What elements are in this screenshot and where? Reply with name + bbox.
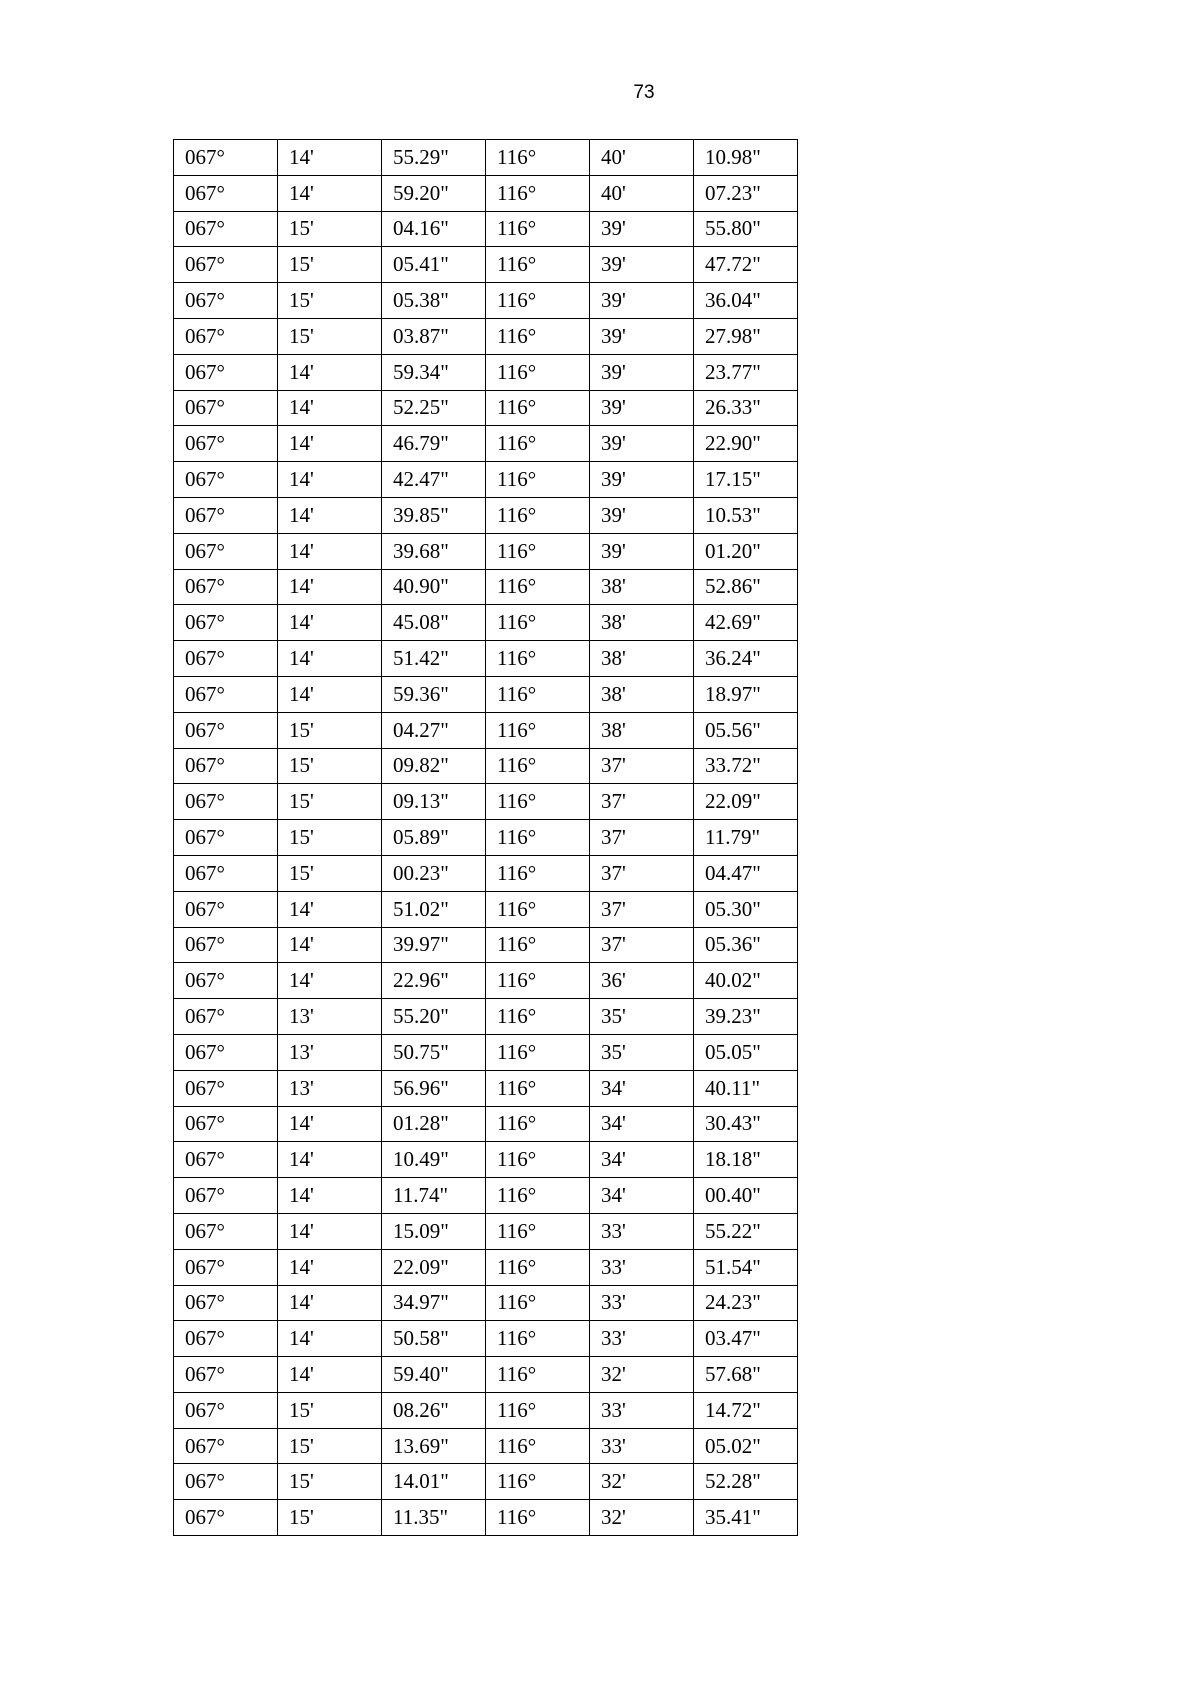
table-row [174, 820, 798, 856]
table-row [174, 1106, 798, 1142]
lon-minutes-cell: 39' [590, 497, 694, 533]
lat-seconds-cell: 09.13" [382, 784, 486, 820]
lat-seconds-cell: 59.20" [382, 175, 486, 211]
lat-degrees-cell: 067° [174, 1500, 278, 1536]
lon-seconds-cell: 30.43" [694, 1106, 798, 1142]
lon-seconds-cell: 36.24" [694, 641, 798, 677]
table-row [174, 211, 798, 247]
lon-minutes-cell: 34' [590, 1070, 694, 1106]
lon-seconds-cell: 05.30" [694, 891, 798, 927]
lat-minutes-cell: 14' [278, 891, 382, 927]
lon-degrees-cell: 116° [486, 1070, 590, 1106]
lon-minutes-cell: 32' [590, 1357, 694, 1393]
lat-minutes-cell: 14' [278, 390, 382, 426]
lat-minutes-cell: 14' [278, 1142, 382, 1178]
lon-minutes-cell: 37' [590, 891, 694, 927]
lat-seconds-cell: 56.96" [382, 1070, 486, 1106]
lat-seconds-cell: 05.41" [382, 247, 486, 283]
lon-degrees-cell: 116° [486, 641, 590, 677]
lat-seconds-cell: 39.97" [382, 927, 486, 963]
lon-minutes-cell: 32' [590, 1500, 694, 1536]
lat-minutes-cell: 15' [278, 1392, 382, 1428]
table-row [174, 354, 798, 390]
lat-seconds-cell: 50.75" [382, 1034, 486, 1070]
lat-seconds-cell: 52.25" [382, 390, 486, 426]
lon-degrees-cell: 116° [486, 175, 590, 211]
lat-degrees-cell: 067° [174, 748, 278, 784]
lon-minutes-cell: 38' [590, 676, 694, 712]
lat-seconds-cell: 59.34" [382, 354, 486, 390]
lon-minutes-cell: 37' [590, 855, 694, 891]
lat-minutes-cell: 15' [278, 318, 382, 354]
lat-seconds-cell: 04.16" [382, 211, 486, 247]
lon-seconds-cell: 23.77" [694, 354, 798, 390]
lat-minutes-cell: 13' [278, 1070, 382, 1106]
lat-seconds-cell: 03.87" [382, 318, 486, 354]
lon-minutes-cell: 38' [590, 641, 694, 677]
lon-seconds-cell: 01.20" [694, 533, 798, 569]
table-row [174, 641, 798, 677]
lon-seconds-cell: 52.28" [694, 1464, 798, 1500]
lat-degrees-cell: 067° [174, 820, 278, 856]
lat-degrees-cell: 067° [174, 1213, 278, 1249]
lon-minutes-cell: 33' [590, 1392, 694, 1428]
table-row [174, 927, 798, 963]
lon-degrees-cell: 116° [486, 318, 590, 354]
table-row [174, 1321, 798, 1357]
lat-degrees-cell: 067° [174, 1285, 278, 1321]
lon-degrees-cell: 116° [486, 569, 590, 605]
lat-degrees-cell: 067° [174, 426, 278, 462]
lon-degrees-cell: 116° [486, 1106, 590, 1142]
lon-minutes-cell: 37' [590, 784, 694, 820]
lat-degrees-cell: 067° [174, 1392, 278, 1428]
table-row [174, 426, 798, 462]
lon-minutes-cell: 38' [590, 712, 694, 748]
lat-minutes-cell: 13' [278, 1034, 382, 1070]
table-row [174, 855, 798, 891]
lon-degrees-cell: 116° [486, 1392, 590, 1428]
lat-degrees-cell: 067° [174, 963, 278, 999]
table-row [174, 140, 798, 176]
lat-degrees-cell: 067° [174, 283, 278, 319]
lon-minutes-cell: 38' [590, 605, 694, 641]
lon-degrees-cell: 116° [486, 1178, 590, 1214]
table-row [174, 963, 798, 999]
lon-seconds-cell: 14.72" [694, 1392, 798, 1428]
lat-minutes-cell: 15' [278, 855, 382, 891]
lon-minutes-cell: 39' [590, 283, 694, 319]
lon-seconds-cell: 39.23" [694, 999, 798, 1035]
table-row [174, 1178, 798, 1214]
lon-seconds-cell: 40.11" [694, 1070, 798, 1106]
lon-seconds-cell: 07.23" [694, 175, 798, 211]
lon-minutes-cell: 34' [590, 1106, 694, 1142]
lon-minutes-cell: 33' [590, 1428, 694, 1464]
lon-seconds-cell: 55.22" [694, 1213, 798, 1249]
table-row [174, 1034, 798, 1070]
lon-minutes-cell: 32' [590, 1464, 694, 1500]
lon-degrees-cell: 116° [486, 748, 590, 784]
lat-seconds-cell: 50.58" [382, 1321, 486, 1357]
lat-seconds-cell: 59.36" [382, 676, 486, 712]
lat-minutes-cell: 15' [278, 712, 382, 748]
lon-seconds-cell: 51.54" [694, 1249, 798, 1285]
lat-degrees-cell: 067° [174, 1249, 278, 1285]
lat-seconds-cell: 59.40" [382, 1357, 486, 1393]
lat-seconds-cell: 55.29" [382, 140, 486, 176]
lon-degrees-cell: 116° [486, 891, 590, 927]
lat-degrees-cell: 067° [174, 175, 278, 211]
lon-degrees-cell: 116° [486, 676, 590, 712]
table-row [174, 676, 798, 712]
lat-minutes-cell: 14' [278, 497, 382, 533]
lon-minutes-cell: 33' [590, 1213, 694, 1249]
table-row [174, 605, 798, 641]
lat-degrees-cell: 067° [174, 1106, 278, 1142]
lon-minutes-cell: 39' [590, 318, 694, 354]
lon-degrees-cell: 116° [486, 1357, 590, 1393]
lat-seconds-cell: 15.09" [382, 1213, 486, 1249]
lon-seconds-cell: 18.18" [694, 1142, 798, 1178]
lat-minutes-cell: 14' [278, 1178, 382, 1214]
lat-degrees-cell: 067° [174, 390, 278, 426]
lat-minutes-cell: 14' [278, 676, 382, 712]
lat-degrees-cell: 067° [174, 999, 278, 1035]
lon-seconds-cell: 03.47" [694, 1321, 798, 1357]
lat-seconds-cell: 39.68" [382, 533, 486, 569]
lat-minutes-cell: 14' [278, 1106, 382, 1142]
lon-degrees-cell: 116° [486, 999, 590, 1035]
lon-degrees-cell: 116° [486, 712, 590, 748]
lon-seconds-cell: 24.23" [694, 1285, 798, 1321]
lon-degrees-cell: 116° [486, 462, 590, 498]
lat-seconds-cell: 05.38" [382, 283, 486, 319]
lat-degrees-cell: 067° [174, 891, 278, 927]
table-row [174, 1357, 798, 1393]
lat-degrees-cell: 067° [174, 318, 278, 354]
lon-seconds-cell: 17.15" [694, 462, 798, 498]
table-row [174, 390, 798, 426]
lat-seconds-cell: 22.09" [382, 1249, 486, 1285]
lon-minutes-cell: 39' [590, 390, 694, 426]
lat-seconds-cell: 05.89" [382, 820, 486, 856]
lat-seconds-cell: 51.02" [382, 891, 486, 927]
lon-minutes-cell: 33' [590, 1249, 694, 1285]
lon-degrees-cell: 116° [486, 963, 590, 999]
lat-seconds-cell: 13.69" [382, 1428, 486, 1464]
lon-degrees-cell: 116° [486, 855, 590, 891]
lon-minutes-cell: 35' [590, 999, 694, 1035]
lat-degrees-cell: 067° [174, 1464, 278, 1500]
table-row [174, 1249, 798, 1285]
lon-seconds-cell: 55.80" [694, 211, 798, 247]
lon-seconds-cell: 57.68" [694, 1357, 798, 1393]
lon-degrees-cell: 116° [486, 283, 590, 319]
lon-minutes-cell: 40' [590, 175, 694, 211]
table-row [174, 318, 798, 354]
table-row [174, 1285, 798, 1321]
lat-seconds-cell: 55.20" [382, 999, 486, 1035]
lon-minutes-cell: 33' [590, 1321, 694, 1357]
lon-minutes-cell: 33' [590, 1285, 694, 1321]
lat-degrees-cell: 067° [174, 1034, 278, 1070]
lat-minutes-cell: 15' [278, 1500, 382, 1536]
lat-degrees-cell: 067° [174, 533, 278, 569]
table-row [174, 748, 798, 784]
lat-minutes-cell: 14' [278, 175, 382, 211]
lon-degrees-cell: 116° [486, 1142, 590, 1178]
lat-seconds-cell: 34.97" [382, 1285, 486, 1321]
lon-seconds-cell: 05.02" [694, 1428, 798, 1464]
lat-degrees-cell: 067° [174, 1321, 278, 1357]
lon-seconds-cell: 33.72" [694, 748, 798, 784]
lat-degrees-cell: 067° [174, 1428, 278, 1464]
lon-seconds-cell: 18.97" [694, 676, 798, 712]
lat-minutes-cell: 14' [278, 605, 382, 641]
lat-seconds-cell: 00.23" [382, 855, 486, 891]
lon-seconds-cell: 04.47" [694, 855, 798, 891]
lat-minutes-cell: 14' [278, 569, 382, 605]
lat-degrees-cell: 067° [174, 1070, 278, 1106]
lon-minutes-cell: 39' [590, 426, 694, 462]
lat-degrees-cell: 067° [174, 211, 278, 247]
lon-degrees-cell: 116° [486, 820, 590, 856]
page-number: 73 [633, 82, 655, 103]
lat-seconds-cell: 04.27" [382, 712, 486, 748]
lon-degrees-cell: 116° [486, 784, 590, 820]
lon-minutes-cell: 34' [590, 1178, 694, 1214]
lat-minutes-cell: 13' [278, 999, 382, 1035]
lat-degrees-cell: 067° [174, 354, 278, 390]
lon-minutes-cell: 39' [590, 533, 694, 569]
lon-seconds-cell: 26.33" [694, 390, 798, 426]
table-row [174, 712, 798, 748]
lat-degrees-cell: 067° [174, 855, 278, 891]
lon-degrees-cell: 116° [486, 533, 590, 569]
lon-degrees-cell: 116° [486, 1428, 590, 1464]
lon-minutes-cell: 39' [590, 462, 694, 498]
lon-degrees-cell: 116° [486, 1285, 590, 1321]
lat-degrees-cell: 067° [174, 676, 278, 712]
table-row [174, 1213, 798, 1249]
lat-minutes-cell: 15' [278, 1464, 382, 1500]
table-row [174, 1142, 798, 1178]
lat-degrees-cell: 067° [174, 247, 278, 283]
lat-minutes-cell: 14' [278, 426, 382, 462]
table-row [174, 891, 798, 927]
lat-minutes-cell: 15' [278, 784, 382, 820]
table-row [174, 1392, 798, 1428]
table-row [174, 1070, 798, 1106]
lat-seconds-cell: 46.79" [382, 426, 486, 462]
lat-degrees-cell: 067° [174, 140, 278, 176]
table-row [174, 283, 798, 319]
lon-minutes-cell: 36' [590, 963, 694, 999]
lon-degrees-cell: 116° [486, 1249, 590, 1285]
lat-seconds-cell: 10.49" [382, 1142, 486, 1178]
lon-seconds-cell: 22.90" [694, 426, 798, 462]
lat-seconds-cell: 45.08" [382, 605, 486, 641]
table-row [174, 497, 798, 533]
table-row [174, 784, 798, 820]
lon-degrees-cell: 116° [486, 211, 590, 247]
lon-seconds-cell: 27.98" [694, 318, 798, 354]
lat-minutes-cell: 15' [278, 1428, 382, 1464]
lat-degrees-cell: 067° [174, 784, 278, 820]
lat-minutes-cell: 14' [278, 963, 382, 999]
lat-degrees-cell: 067° [174, 497, 278, 533]
lat-seconds-cell: 01.28" [382, 1106, 486, 1142]
lat-seconds-cell: 11.74" [382, 1178, 486, 1214]
coordinates-table [173, 139, 798, 1536]
lat-degrees-cell: 067° [174, 462, 278, 498]
lat-minutes-cell: 14' [278, 354, 382, 390]
lon-minutes-cell: 37' [590, 820, 694, 856]
lat-seconds-cell: 08.26" [382, 1392, 486, 1428]
table-row [174, 175, 798, 211]
lon-degrees-cell: 116° [486, 1500, 590, 1536]
lat-seconds-cell: 22.96" [382, 963, 486, 999]
lat-degrees-cell: 067° [174, 569, 278, 605]
lat-minutes-cell: 15' [278, 247, 382, 283]
lon-degrees-cell: 116° [486, 390, 590, 426]
lon-minutes-cell: 39' [590, 247, 694, 283]
lon-seconds-cell: 00.40" [694, 1178, 798, 1214]
lat-seconds-cell: 39.85" [382, 497, 486, 533]
lat-minutes-cell: 14' [278, 641, 382, 677]
lon-seconds-cell: 22.09" [694, 784, 798, 820]
lon-minutes-cell: 37' [590, 748, 694, 784]
lat-seconds-cell: 11.35" [382, 1500, 486, 1536]
lat-seconds-cell: 42.47" [382, 462, 486, 498]
lat-minutes-cell: 15' [278, 211, 382, 247]
lat-minutes-cell: 14' [278, 1249, 382, 1285]
lat-minutes-cell: 14' [278, 533, 382, 569]
lon-degrees-cell: 116° [486, 1034, 590, 1070]
lon-degrees-cell: 116° [486, 927, 590, 963]
table-row [174, 1464, 798, 1500]
lon-degrees-cell: 116° [486, 605, 590, 641]
table-row [174, 999, 798, 1035]
lon-seconds-cell: 05.36" [694, 927, 798, 963]
lat-minutes-cell: 14' [278, 462, 382, 498]
lon-seconds-cell: 40.02" [694, 963, 798, 999]
lon-seconds-cell: 05.05" [694, 1034, 798, 1070]
lat-degrees-cell: 067° [174, 1357, 278, 1393]
lat-degrees-cell: 067° [174, 641, 278, 677]
lon-seconds-cell: 42.69" [694, 605, 798, 641]
lon-degrees-cell: 116° [486, 1321, 590, 1357]
lat-minutes-cell: 14' [278, 1285, 382, 1321]
lat-minutes-cell: 15' [278, 820, 382, 856]
lat-minutes-cell: 14' [278, 140, 382, 176]
lat-minutes-cell: 14' [278, 1213, 382, 1249]
table-row [174, 569, 798, 605]
table-row [174, 533, 798, 569]
lon-seconds-cell: 47.72" [694, 247, 798, 283]
lat-seconds-cell: 40.90" [382, 569, 486, 605]
table-row [174, 1500, 798, 1536]
lon-degrees-cell: 116° [486, 426, 590, 462]
lon-seconds-cell: 10.98" [694, 140, 798, 176]
lon-seconds-cell: 52.86" [694, 569, 798, 605]
coordinates-table-body [174, 140, 798, 1536]
lon-seconds-cell: 11.79" [694, 820, 798, 856]
lat-minutes-cell: 14' [278, 1357, 382, 1393]
lon-seconds-cell: 10.53" [694, 497, 798, 533]
lat-minutes-cell: 15' [278, 283, 382, 319]
table-row [174, 462, 798, 498]
lat-seconds-cell: 51.42" [382, 641, 486, 677]
lon-degrees-cell: 116° [486, 140, 590, 176]
lat-minutes-cell: 14' [278, 927, 382, 963]
lat-minutes-cell: 15' [278, 748, 382, 784]
lon-minutes-cell: 38' [590, 569, 694, 605]
lon-seconds-cell: 05.56" [694, 712, 798, 748]
lat-minutes-cell: 14' [278, 1321, 382, 1357]
lat-degrees-cell: 067° [174, 605, 278, 641]
lon-seconds-cell: 36.04" [694, 283, 798, 319]
lon-minutes-cell: 39' [590, 354, 694, 390]
lon-degrees-cell: 116° [486, 1213, 590, 1249]
lon-seconds-cell: 35.41" [694, 1500, 798, 1536]
lon-degrees-cell: 116° [486, 1464, 590, 1500]
lat-degrees-cell: 067° [174, 1178, 278, 1214]
lat-seconds-cell: 09.82" [382, 748, 486, 784]
table-row [174, 1428, 798, 1464]
lon-degrees-cell: 116° [486, 497, 590, 533]
lon-minutes-cell: 34' [590, 1142, 694, 1178]
lon-minutes-cell: 35' [590, 1034, 694, 1070]
lon-degrees-cell: 116° [486, 354, 590, 390]
lon-minutes-cell: 37' [590, 927, 694, 963]
lat-degrees-cell: 067° [174, 1142, 278, 1178]
lon-minutes-cell: 39' [590, 211, 694, 247]
lon-degrees-cell: 116° [486, 247, 590, 283]
lat-degrees-cell: 067° [174, 927, 278, 963]
lon-minutes-cell: 40' [590, 140, 694, 176]
table-row [174, 247, 798, 283]
lat-degrees-cell: 067° [174, 712, 278, 748]
lat-seconds-cell: 14.01" [382, 1464, 486, 1500]
